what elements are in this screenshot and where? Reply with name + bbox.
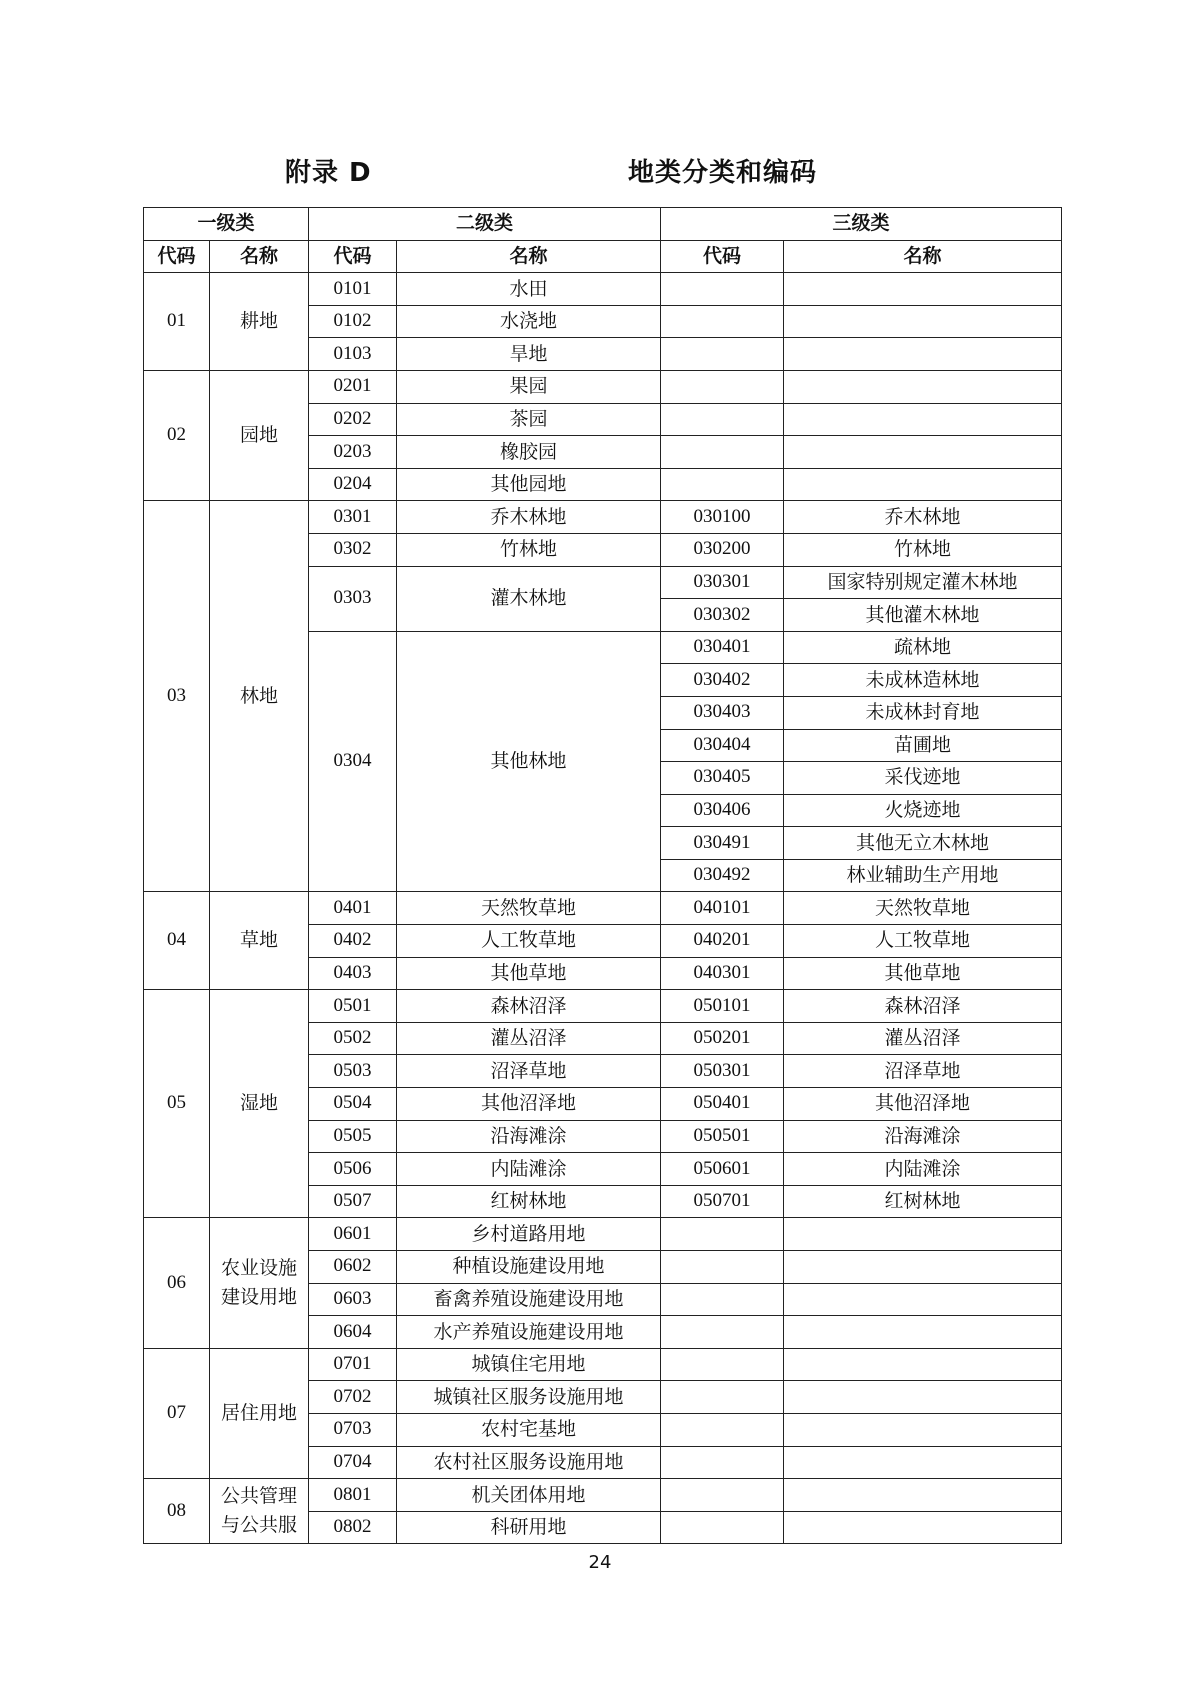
level2-name: 其他林地 (397, 631, 661, 892)
level3-name: 天然牧草地 (784, 892, 1062, 925)
level3-name-empty (784, 1316, 1062, 1349)
level2-name: 果园 (397, 370, 661, 403)
level1-code: 02 (144, 370, 210, 500)
level3-code-empty (661, 1479, 784, 1512)
header-level2-name: 名称 (397, 240, 661, 273)
level2-name: 水田 (397, 273, 661, 306)
level3-name-empty (784, 1413, 1062, 1446)
level3-name: 竹林地 (784, 533, 1062, 566)
level3-name: 森林沼泽 (784, 990, 1062, 1023)
level3-code: 030403 (661, 696, 784, 729)
table-row (144, 370, 1062, 403)
level3-name-empty (784, 1381, 1062, 1414)
level2-code: 0604 (309, 1316, 397, 1349)
level3-code: 030200 (661, 533, 784, 566)
header-level3-code: 代码 (661, 240, 784, 273)
level3-name: 火烧迹地 (784, 794, 1062, 827)
level3-name-empty (784, 403, 1062, 436)
level2-code: 0204 (309, 468, 397, 501)
level3-name-empty (784, 338, 1062, 371)
level1-name: 园地 (210, 370, 309, 500)
level2-name: 红树林地 (397, 1185, 661, 1218)
level3-code: 030402 (661, 664, 784, 697)
level1-name: 居住用地 (210, 1348, 309, 1478)
level3-name-empty (784, 305, 1062, 338)
level1-code: 07 (144, 1348, 210, 1478)
level3-code-empty (661, 338, 784, 371)
level1-code: 05 (144, 990, 210, 1218)
level2-code: 0602 (309, 1251, 397, 1284)
level3-code: 050501 (661, 1120, 784, 1153)
level2-name: 乔木林地 (397, 501, 661, 534)
page-number: 24 (588, 1552, 612, 1573)
level2-code: 0802 (309, 1511, 397, 1544)
level1-code: 08 (144, 1479, 210, 1544)
level3-name-empty (784, 273, 1062, 306)
level2-name: 农村宅基地 (397, 1413, 661, 1446)
level3-code-empty (661, 305, 784, 338)
level3-name-empty (784, 1218, 1062, 1251)
level2-name: 森林沼泽 (397, 990, 661, 1023)
level3-code-empty (661, 1413, 784, 1446)
level3-name-empty (784, 468, 1062, 501)
level3-name-empty (784, 1511, 1062, 1544)
page-title: 地类分类和编码 (628, 158, 818, 188)
level2-name: 城镇社区服务设施用地 (397, 1381, 661, 1414)
level2-code: 0302 (309, 533, 397, 566)
level2-code: 0301 (309, 501, 397, 534)
level3-code: 050401 (661, 1088, 784, 1121)
level1-code: 06 (144, 1218, 210, 1348)
table-row (144, 501, 1062, 534)
level2-code: 0103 (309, 338, 397, 371)
level1-name: 林地 (210, 501, 309, 892)
level2-name: 灌木林地 (397, 566, 661, 631)
level3-code-empty (661, 468, 784, 501)
header-level2-code: 代码 (309, 240, 397, 273)
level3-name: 其他沼泽地 (784, 1088, 1062, 1121)
level3-code-empty (661, 1348, 784, 1381)
level3-name: 林业辅助生产用地 (784, 859, 1062, 892)
level3-code: 040301 (661, 957, 784, 990)
level2-code: 0502 (309, 1022, 397, 1055)
level2-code: 0704 (309, 1446, 397, 1479)
table-row (144, 273, 1062, 306)
level2-name: 沼泽草地 (397, 1055, 661, 1088)
level3-code: 030491 (661, 827, 784, 860)
level3-code-empty (661, 1316, 784, 1349)
level3-code: 030406 (661, 794, 784, 827)
level3-name: 灌丛沼泽 (784, 1022, 1062, 1055)
level2-code: 0506 (309, 1153, 397, 1186)
level2-code: 0505 (309, 1120, 397, 1153)
level2-name: 机关团体用地 (397, 1479, 661, 1512)
level3-code: 050101 (661, 990, 784, 1023)
level3-code-empty (661, 1251, 784, 1284)
level2-code: 0402 (309, 925, 397, 958)
level3-name: 采伐迹地 (784, 762, 1062, 795)
level3-code: 050301 (661, 1055, 784, 1088)
level1-code: 01 (144, 273, 210, 371)
level2-name: 其他草地 (397, 957, 661, 990)
level3-code-empty (661, 403, 784, 436)
level3-code: 030301 (661, 566, 784, 599)
header-level1-code: 代码 (144, 240, 210, 273)
level3-name-empty (784, 1446, 1062, 1479)
header-level3: 三级类 (661, 208, 1062, 241)
level3-code-empty (661, 1218, 784, 1251)
level1-code: 04 (144, 892, 210, 990)
level3-name: 沿海滩涂 (784, 1120, 1062, 1153)
level2-name: 科研用地 (397, 1511, 661, 1544)
table-row (144, 892, 1062, 925)
level2-name: 茶园 (397, 403, 661, 436)
appendix-label: 附录 D (285, 158, 372, 188)
level2-name: 农村社区服务设施用地 (397, 1446, 661, 1479)
level2-code: 0403 (309, 957, 397, 990)
level2-code: 0501 (309, 990, 397, 1023)
level2-name: 水浇地 (397, 305, 661, 338)
level2-code: 0202 (309, 403, 397, 436)
level2-name: 内陆滩涂 (397, 1153, 661, 1186)
level2-code: 0504 (309, 1088, 397, 1121)
level1-name: 农业设施 建设用地 (210, 1218, 309, 1348)
level3-code: 030405 (661, 762, 784, 795)
level3-name: 沼泽草地 (784, 1055, 1062, 1088)
level3-name: 其他无立木林地 (784, 827, 1062, 860)
level2-code: 0701 (309, 1348, 397, 1381)
header-row-fields (144, 240, 1062, 273)
level3-name-empty (784, 1479, 1062, 1512)
level2-code: 0703 (309, 1413, 397, 1446)
level2-code: 0201 (309, 370, 397, 403)
level3-code-empty (661, 370, 784, 403)
level3-code-empty (661, 436, 784, 469)
level3-code: 030492 (661, 859, 784, 892)
level1-name: 公共管理 与公共服 (210, 1479, 309, 1544)
level2-name: 种植设施建设用地 (397, 1251, 661, 1284)
level2-code: 0801 (309, 1479, 397, 1512)
level2-code: 0601 (309, 1218, 397, 1251)
level3-name: 其他灌木林地 (784, 599, 1062, 632)
level2-name: 城镇住宅用地 (397, 1348, 661, 1381)
level2-name: 其他园地 (397, 468, 661, 501)
level3-code: 030404 (661, 729, 784, 762)
level2-name: 水产养殖设施建设用地 (397, 1316, 661, 1349)
header-level2: 二级类 (309, 208, 661, 241)
level3-name: 人工牧草地 (784, 925, 1062, 958)
level3-name-empty (784, 370, 1062, 403)
level3-code: 030401 (661, 631, 784, 664)
level2-code: 0102 (309, 305, 397, 338)
land-classification-table (143, 207, 1062, 1544)
level2-name: 竹林地 (397, 533, 661, 566)
level3-name: 苗圃地 (784, 729, 1062, 762)
level2-name: 天然牧草地 (397, 892, 661, 925)
table-row (144, 990, 1062, 1023)
header-level1-name: 名称 (210, 240, 309, 273)
header-level3-name: 名称 (784, 240, 1062, 273)
level2-code: 0503 (309, 1055, 397, 1088)
level2-code: 0303 (309, 566, 397, 631)
level3-name-empty (784, 1251, 1062, 1284)
level2-code: 0203 (309, 436, 397, 469)
level3-name: 红树林地 (784, 1185, 1062, 1218)
level3-name-empty (784, 1283, 1062, 1316)
level3-code-empty (661, 1381, 784, 1414)
header-level1: 一级类 (144, 208, 309, 241)
level1-name: 草地 (210, 892, 309, 990)
level2-name: 人工牧草地 (397, 925, 661, 958)
level2-name: 其他沼泽地 (397, 1088, 661, 1121)
level3-name: 其他草地 (784, 957, 1062, 990)
level2-name: 畜禽养殖设施建设用地 (397, 1283, 661, 1316)
level3-name-empty (784, 1348, 1062, 1381)
level3-code: 030100 (661, 501, 784, 534)
level2-code: 0507 (309, 1185, 397, 1218)
level3-code: 040101 (661, 892, 784, 925)
level1-name: 湿地 (210, 990, 309, 1218)
level3-name: 疏林地 (784, 631, 1062, 664)
level2-name: 橡胶园 (397, 436, 661, 469)
level3-code: 050701 (661, 1185, 784, 1218)
header-row-levels (144, 208, 1062, 241)
level2-name: 灌丛沼泽 (397, 1022, 661, 1055)
level2-code: 0304 (309, 631, 397, 892)
level2-code: 0603 (309, 1283, 397, 1316)
level3-code-empty (661, 1511, 784, 1544)
table-body (144, 273, 1062, 1544)
level3-name: 国家特别规定灌木林地 (784, 566, 1062, 599)
level2-code: 0401 (309, 892, 397, 925)
level2-code: 0101 (309, 273, 397, 306)
table-row (144, 1479, 1062, 1512)
level1-name: 耕地 (210, 273, 309, 371)
level3-code-empty (661, 1283, 784, 1316)
level3-code-empty (661, 1446, 784, 1479)
level2-name: 旱地 (397, 338, 661, 371)
level3-code: 030302 (661, 599, 784, 632)
level3-code-empty (661, 273, 784, 306)
table-row (144, 1218, 1062, 1251)
level1-code: 03 (144, 501, 210, 892)
level3-name: 内陆滩涂 (784, 1153, 1062, 1186)
level3-name-empty (784, 436, 1062, 469)
level3-name: 未成林封育地 (784, 696, 1062, 729)
level3-name: 未成林造林地 (784, 664, 1062, 697)
level3-code: 040201 (661, 925, 784, 958)
table-row (144, 1348, 1062, 1381)
level3-code: 050201 (661, 1022, 784, 1055)
level2-name: 沿海滩涂 (397, 1120, 661, 1153)
level3-code: 050601 (661, 1153, 784, 1186)
level2-name: 乡村道路用地 (397, 1218, 661, 1251)
level2-code: 0702 (309, 1381, 397, 1414)
level3-name: 乔木林地 (784, 501, 1062, 534)
